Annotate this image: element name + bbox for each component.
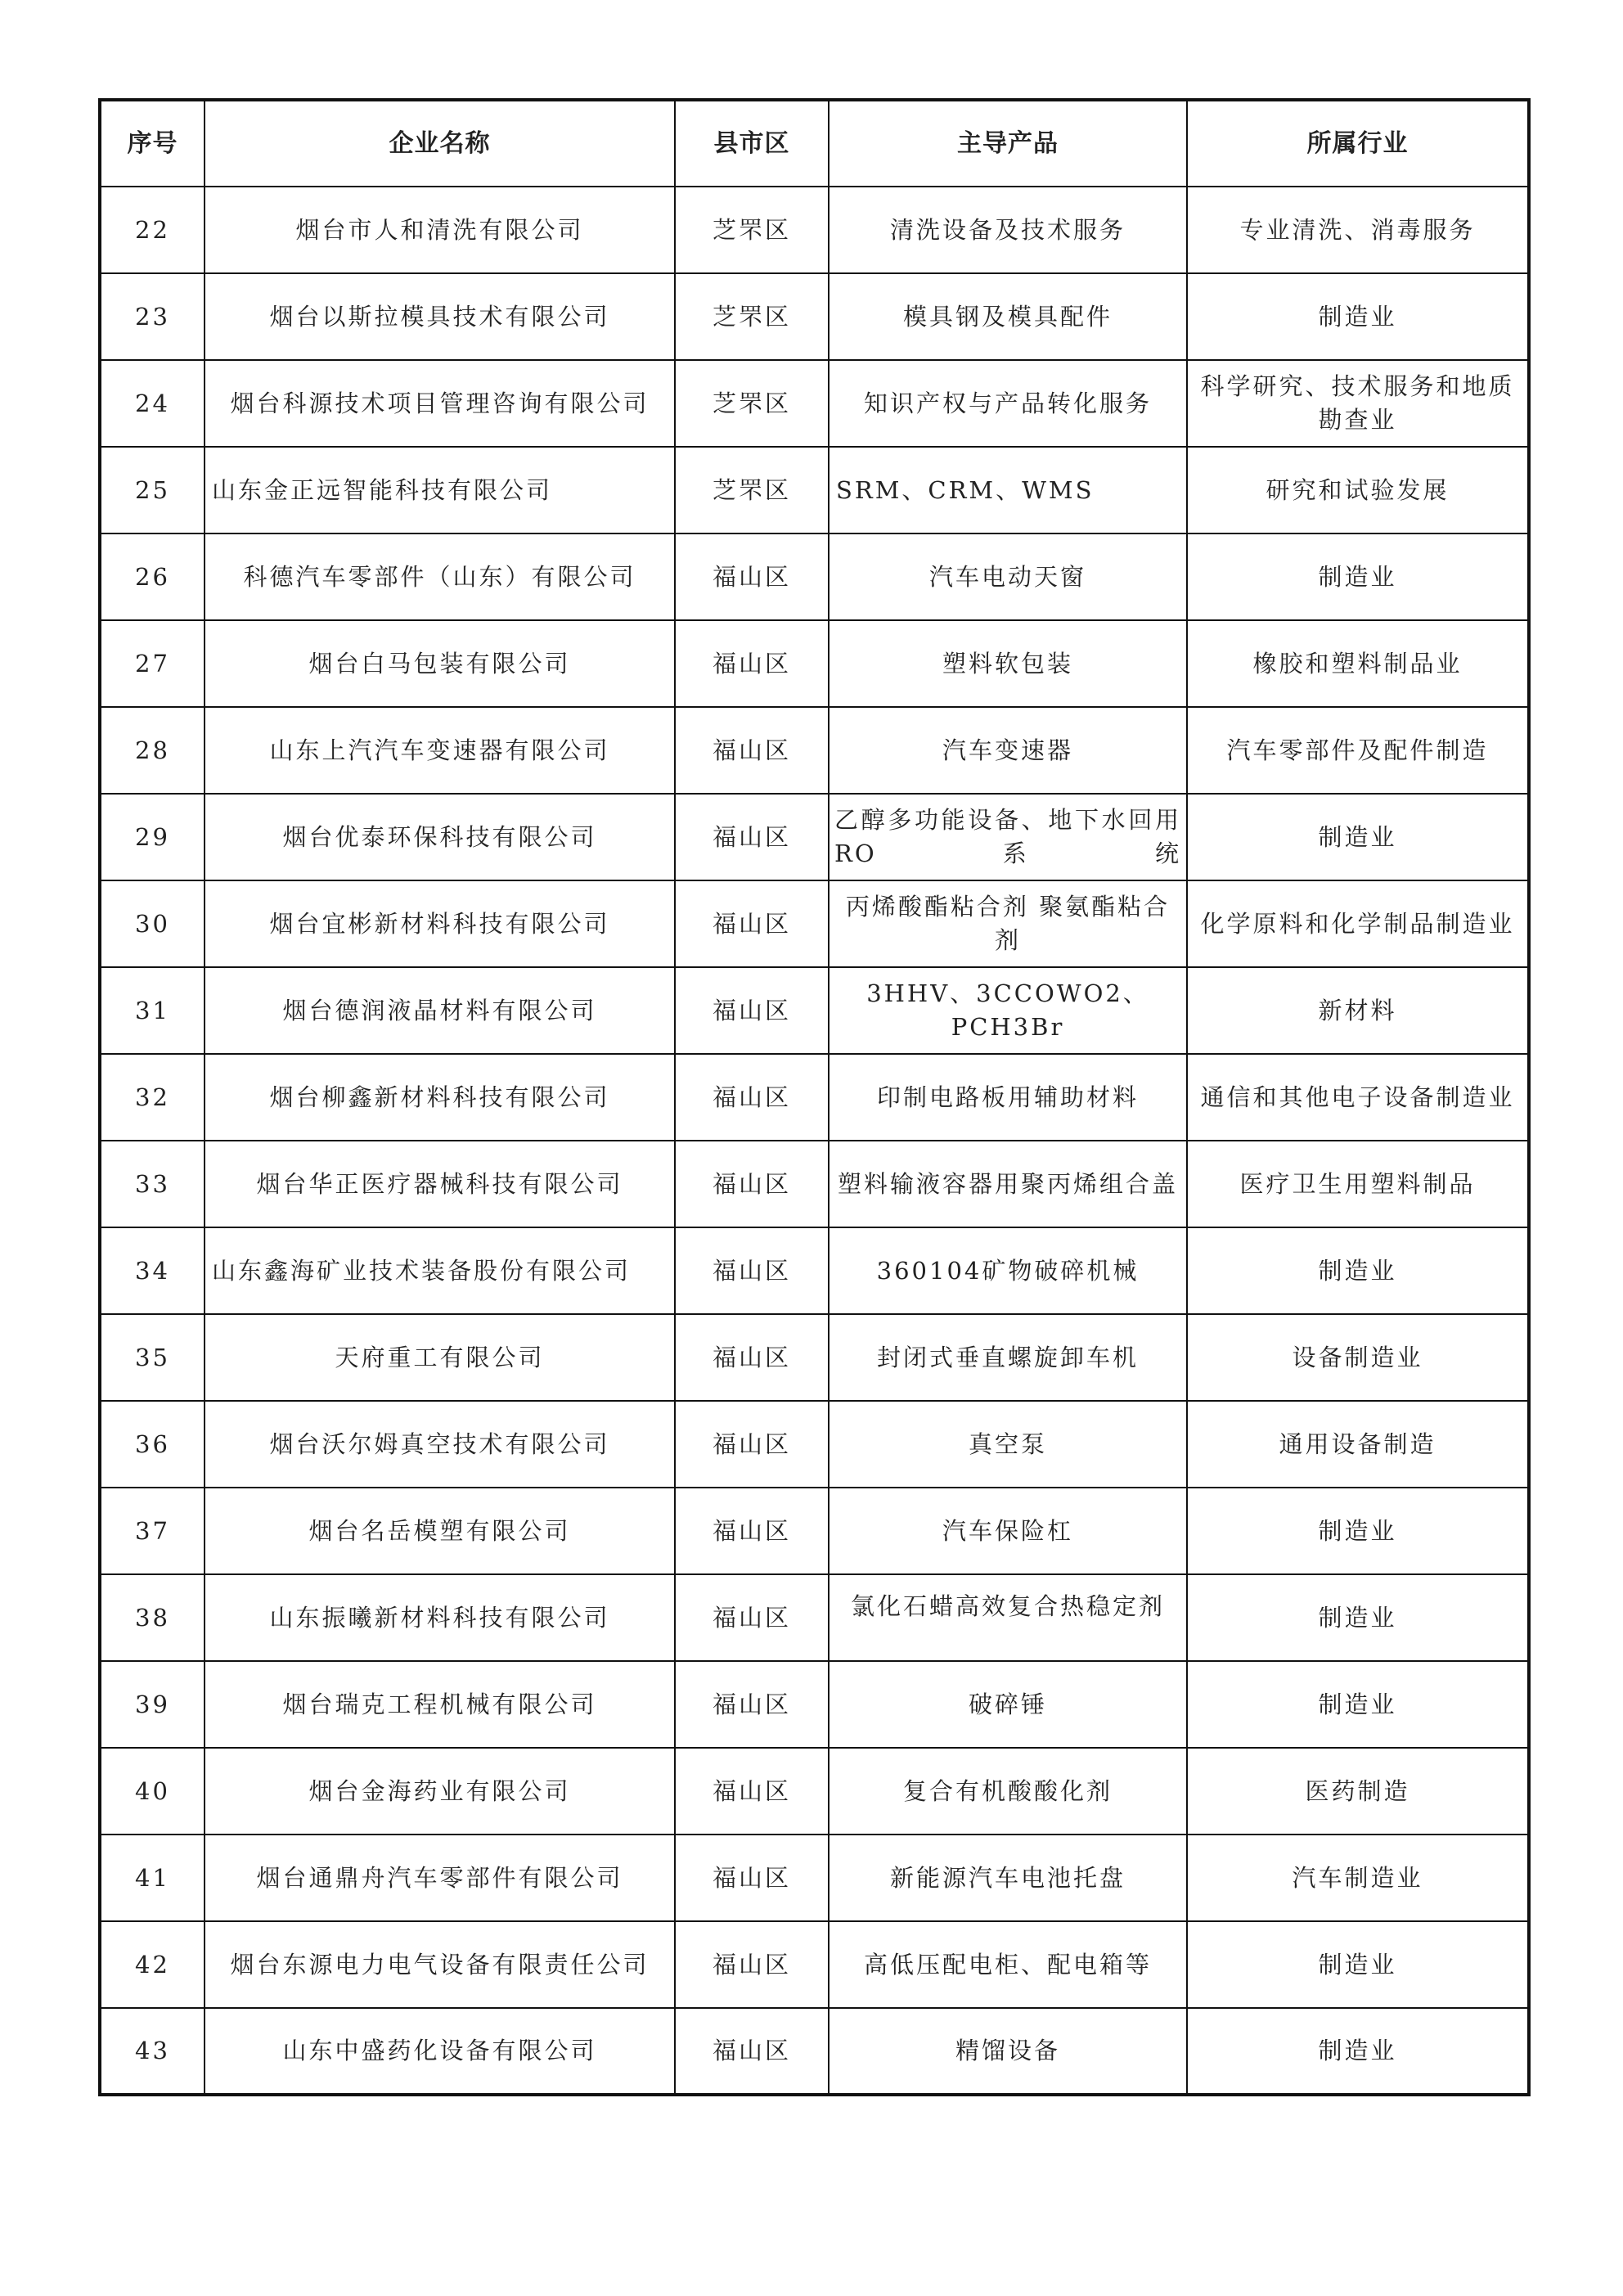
cell-district: 福山区 — [675, 2008, 829, 2095]
cell-name: 烟台柳鑫新材料科技有限公司 — [205, 1054, 675, 1141]
cell-product: 汽车电动天窗 — [829, 533, 1187, 620]
cell-name: 烟台瑞克工程机械有限公司 — [205, 1661, 675, 1748]
cell-district: 福山区 — [675, 967, 829, 1054]
cell-product: 丙烯酸酯粘合剂 聚氨酯粘合剂 — [829, 880, 1187, 967]
cell-district: 福山区 — [675, 1488, 829, 1574]
table-row — [100, 273, 1529, 360]
table-row — [100, 620, 1529, 707]
cell-name: 烟台优泰环保科技有限公司 — [205, 794, 675, 880]
cell-name: 烟台通鼎舟汽车零部件有限公司 — [205, 1835, 675, 1921]
cell-district: 福山区 — [675, 1574, 829, 1661]
table-row — [100, 707, 1529, 794]
table-row — [100, 1488, 1529, 1574]
cell-product: 360104矿物破碎机械 — [829, 1227, 1187, 1314]
header-product: 主导产品 — [829, 100, 1187, 187]
table-row — [100, 794, 1529, 880]
cell-industry: 新材料 — [1187, 967, 1529, 1054]
cell-district: 福山区 — [675, 794, 829, 880]
cell-industry: 通信和其他电子设备制造业 — [1187, 1054, 1529, 1141]
cell-no: 39 — [100, 1661, 205, 1748]
table-row — [100, 1227, 1529, 1314]
table-row — [100, 1401, 1529, 1488]
table-row — [100, 967, 1529, 1054]
table-row — [100, 1835, 1529, 1921]
cell-product: 精馏设备 — [829, 2008, 1187, 2095]
cell-name: 山东上汽汽车变速器有限公司 — [205, 707, 675, 794]
cell-industry: 汽车零部件及配件制造 — [1187, 707, 1529, 794]
cell-name: 烟台白马包装有限公司 — [205, 620, 675, 707]
table-row — [100, 447, 1529, 533]
cell-product: 塑料软包装 — [829, 620, 1187, 707]
table-row — [100, 360, 1529, 447]
cell-no: 34 — [100, 1227, 205, 1314]
cell-industry: 医药制造 — [1187, 1748, 1529, 1835]
cell-product: 塑料输液容器用聚丙烯组合盖 — [829, 1141, 1187, 1227]
cell-name: 烟台沃尔姆真空技术有限公司 — [205, 1401, 675, 1488]
cell-district: 福山区 — [675, 1141, 829, 1227]
cell-district: 芝罘区 — [675, 360, 829, 447]
cell-no: 26 — [100, 533, 205, 620]
table-row — [100, 1661, 1529, 1748]
cell-no: 29 — [100, 794, 205, 880]
cell-industry: 制造业 — [1187, 273, 1529, 360]
cell-product: 封闭式垂直螺旋卸车机 — [829, 1314, 1187, 1401]
cell-district: 福山区 — [675, 1054, 829, 1141]
cell-industry: 化学原料和化学制品制造业 — [1187, 880, 1529, 967]
cell-product: 新能源汽车电池托盘 — [829, 1835, 1187, 1921]
cell-name: 烟台宜彬新材料科技有限公司 — [205, 880, 675, 967]
cell-name: 山东鑫海矿业技术装备股份有限公司 — [205, 1227, 675, 1314]
cell-no: 33 — [100, 1141, 205, 1227]
cell-product: 印制电路板用辅助材料 — [829, 1054, 1187, 1141]
cell-industry: 专业清洗、消毒服务 — [1187, 187, 1529, 273]
cell-product: 破碎锤 — [829, 1661, 1187, 1748]
cell-no: 35 — [100, 1314, 205, 1401]
header-industry: 所属行业 — [1187, 100, 1529, 187]
cell-product: 清洗设备及技术服务 — [829, 187, 1187, 273]
cell-industry: 研究和试验发展 — [1187, 447, 1529, 533]
cell-product: 模具钢及模具配件 — [829, 273, 1187, 360]
cell-district: 福山区 — [675, 620, 829, 707]
cell-district: 福山区 — [675, 1227, 829, 1314]
table-row — [100, 1921, 1529, 2008]
cell-industry: 制造业 — [1187, 794, 1529, 880]
cell-industry: 制造业 — [1187, 1921, 1529, 2008]
cell-name: 烟台名岳模塑有限公司 — [205, 1488, 675, 1574]
cell-no: 32 — [100, 1054, 205, 1141]
table-row — [100, 1054, 1529, 1141]
cell-industry: 制造业 — [1187, 1661, 1529, 1748]
header-district: 县市区 — [675, 100, 829, 187]
cell-name: 烟台金海药业有限公司 — [205, 1748, 675, 1835]
cell-no: 22 — [100, 187, 205, 273]
cell-no: 28 — [100, 707, 205, 794]
cell-name: 烟台东源电力电气设备有限责任公司 — [205, 1921, 675, 2008]
table-row — [100, 187, 1529, 273]
cell-no: 30 — [100, 880, 205, 967]
cell-product: SRM、CRM、WMS — [829, 447, 1187, 533]
cell-name: 烟台以斯拉模具技术有限公司 — [205, 273, 675, 360]
cell-district: 福山区 — [675, 1661, 829, 1748]
cell-product: 氯化石蜡高效复合热稳定剂 — [829, 1574, 1187, 1661]
cell-no: 37 — [100, 1488, 205, 1574]
cell-no: 23 — [100, 273, 205, 360]
enterprise-table — [98, 98, 1531, 2096]
table-row — [100, 1141, 1529, 1227]
cell-industry: 汽车制造业 — [1187, 1835, 1529, 1921]
cell-product: 汽车保险杠 — [829, 1488, 1187, 1574]
cell-no: 24 — [100, 360, 205, 447]
cell-product: 3HHV、3CCOWO2、PCH3Br — [829, 967, 1187, 1054]
cell-name: 烟台德润液晶材料有限公司 — [205, 967, 675, 1054]
cell-name: 天府重工有限公司 — [205, 1314, 675, 1401]
header-no: 序号 — [100, 100, 205, 187]
cell-no: 42 — [100, 1921, 205, 2008]
cell-industry: 科学研究、技术服务和地质勘查业 — [1187, 360, 1529, 447]
cell-name: 烟台科源技术项目管理咨询有限公司 — [205, 360, 675, 447]
cell-no: 41 — [100, 1835, 205, 1921]
table-row — [100, 2008, 1529, 2095]
cell-district: 芝罘区 — [675, 447, 829, 533]
cell-name: 山东中盛药化设备有限公司 — [205, 2008, 675, 2095]
table-header-row — [100, 100, 1529, 187]
cell-industry: 通用设备制造 — [1187, 1401, 1529, 1488]
cell-no: 31 — [100, 967, 205, 1054]
cell-industry: 制造业 — [1187, 2008, 1529, 2095]
cell-product: 乙醇多功能设备、地下水回用RO系统 — [829, 794, 1187, 880]
cell-no: 25 — [100, 447, 205, 533]
cell-district: 芝罘区 — [675, 187, 829, 273]
cell-district: 福山区 — [675, 707, 829, 794]
cell-district: 福山区 — [675, 533, 829, 620]
cell-product: 知识产权与产品转化服务 — [829, 360, 1187, 447]
table-row — [100, 1748, 1529, 1835]
cell-district: 福山区 — [675, 880, 829, 967]
table-row — [100, 533, 1529, 620]
cell-district: 福山区 — [675, 1835, 829, 1921]
cell-industry: 制造业 — [1187, 1488, 1529, 1574]
table-row — [100, 1314, 1529, 1401]
cell-district: 福山区 — [675, 1748, 829, 1835]
cell-district: 福山区 — [675, 1314, 829, 1401]
header-name: 企业名称 — [205, 100, 675, 187]
cell-no: 36 — [100, 1401, 205, 1488]
cell-district: 福山区 — [675, 1921, 829, 2008]
cell-product: 汽车变速器 — [829, 707, 1187, 794]
cell-industry: 橡胶和塑料制品业 — [1187, 620, 1529, 707]
cell-industry: 设备制造业 — [1187, 1314, 1529, 1401]
cell-name: 烟台市人和清洗有限公司 — [205, 187, 675, 273]
cell-district: 福山区 — [675, 1401, 829, 1488]
cell-product: 真空泵 — [829, 1401, 1187, 1488]
cell-product: 复合有机酸酸化剂 — [829, 1748, 1187, 1835]
table-body — [100, 187, 1529, 2095]
cell-industry: 医疗卫生用塑料制品 — [1187, 1141, 1529, 1227]
cell-product: 高低压配电柜、配电箱等 — [829, 1921, 1187, 2008]
cell-no: 40 — [100, 1748, 205, 1835]
cell-industry: 制造业 — [1187, 533, 1529, 620]
cell-industry: 制造业 — [1187, 1227, 1529, 1314]
cell-name: 山东金正远智能科技有限公司 — [205, 447, 675, 533]
cell-name: 烟台华正医疗器械科技有限公司 — [205, 1141, 675, 1227]
cell-no: 43 — [100, 2008, 205, 2095]
table-row — [100, 880, 1529, 967]
cell-name: 山东振曦新材料科技有限公司 — [205, 1574, 675, 1661]
cell-no: 27 — [100, 620, 205, 707]
cell-no: 38 — [100, 1574, 205, 1661]
cell-district: 芝罘区 — [675, 273, 829, 360]
cell-name: 科德汽车零部件（山东）有限公司 — [205, 533, 675, 620]
cell-industry: 制造业 — [1187, 1574, 1529, 1661]
table-row — [100, 1574, 1529, 1661]
